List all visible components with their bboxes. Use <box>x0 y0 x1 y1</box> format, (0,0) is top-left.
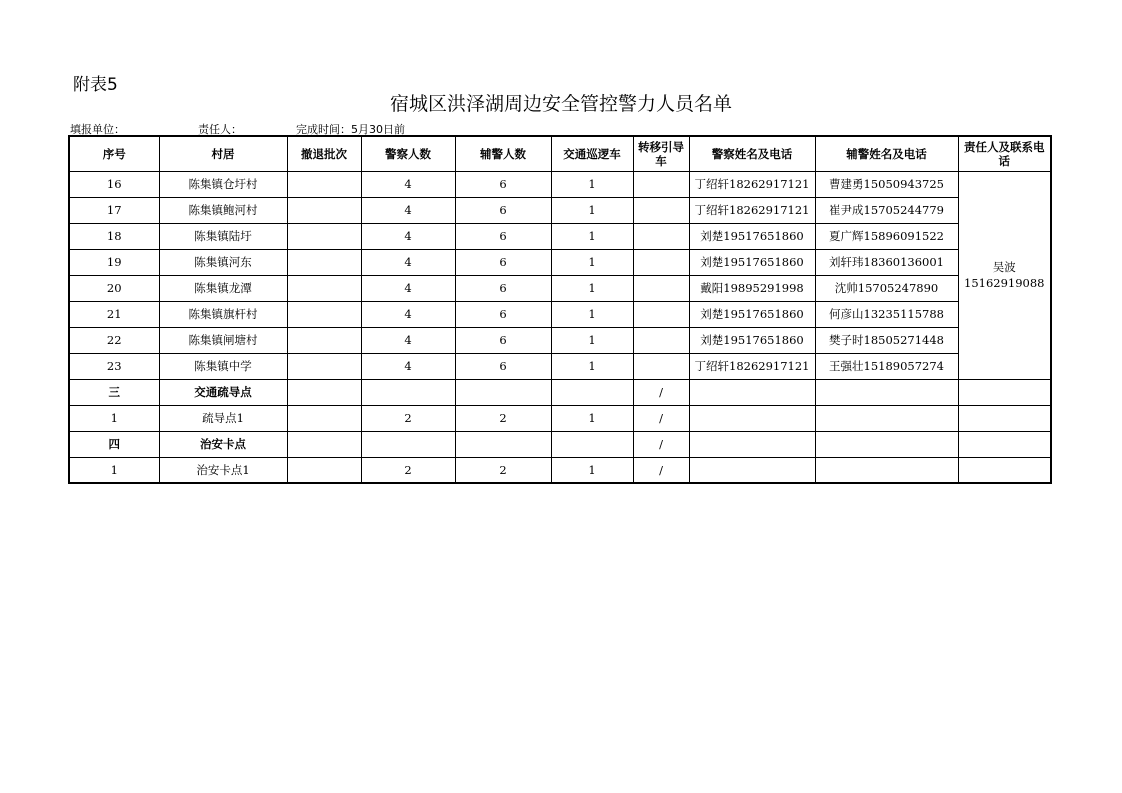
table-cell: 刘楚19517651860 <box>689 301 815 327</box>
table-cell: 陈集镇鲍河村 <box>159 197 287 223</box>
table-cell: 疏导点1 <box>159 405 287 431</box>
table-cell: 4 <box>361 353 455 379</box>
table-cell: / <box>633 431 689 457</box>
table-cell <box>958 431 1051 457</box>
table-cell: 23 <box>69 353 159 379</box>
table-cell <box>287 353 361 379</box>
table-cell: 2 <box>455 457 551 483</box>
table-cell <box>633 301 689 327</box>
table-cell: 6 <box>455 301 551 327</box>
table-cell <box>958 379 1051 405</box>
deadline-label: 完成时间：5月30日前 <box>296 123 405 136</box>
table-cell: 20 <box>69 275 159 301</box>
table-cell: 曹建勇15050943725 <box>815 171 958 197</box>
table-row <box>69 327 1051 353</box>
table-cell: 刘楚19517651860 <box>689 327 815 353</box>
header-cell: 警察人数 <box>361 136 455 171</box>
table-cell: 陈集镇河东 <box>159 249 287 275</box>
table-cell: 22 <box>69 327 159 353</box>
table-cell: 丁绍轩18262917121 <box>689 171 815 197</box>
table-row <box>69 249 1051 275</box>
personnel-table <box>68 135 1052 484</box>
table-cell: / <box>633 457 689 483</box>
table-cell: 樊子时18505271448 <box>815 327 958 353</box>
table-cell <box>287 379 361 405</box>
responsible-phone: 15162919088 <box>964 276 1045 290</box>
table-cell: 陈集镇仓圩村 <box>159 171 287 197</box>
table-cell: 沈帅15705247890 <box>815 275 958 301</box>
table-cell: 刘楚19517651860 <box>689 249 815 275</box>
table-cell: 16 <box>69 171 159 197</box>
table-cell: 治安卡点 <box>159 431 287 457</box>
table-cell <box>633 223 689 249</box>
table-row <box>69 457 1051 483</box>
table-cell <box>455 431 551 457</box>
table-row <box>69 197 1051 223</box>
table-cell: 2 <box>361 457 455 483</box>
header-cell: 警察姓名及电话 <box>689 136 815 171</box>
table-cell: 4 <box>361 301 455 327</box>
table-cell: / <box>633 379 689 405</box>
section-header-row <box>69 431 1051 457</box>
table-cell <box>455 379 551 405</box>
table-cell: 2 <box>455 405 551 431</box>
header-cell: 序号 <box>69 136 159 171</box>
table-row <box>69 275 1051 301</box>
table-cell <box>287 171 361 197</box>
table-cell: 何彦山13235115788 <box>815 301 958 327</box>
header-cell: 村居 <box>159 136 287 171</box>
page-title: 宿城区洪泽湖周边安全管控警力人员名单 <box>389 93 732 115</box>
annex-label: 附表5 <box>73 75 118 95</box>
table-cell: 1 <box>551 405 633 431</box>
table-cell: 17 <box>69 197 159 223</box>
table-cell: 6 <box>455 275 551 301</box>
table-cell <box>287 327 361 353</box>
responsible-contact-cell <box>958 171 1051 379</box>
table-cell <box>815 457 958 483</box>
table-cell: 4 <box>361 197 455 223</box>
table-cell <box>689 405 815 431</box>
table-cell <box>287 457 361 483</box>
table-cell: 陈集镇陆圩 <box>159 223 287 249</box>
table-cell: 1 <box>551 275 633 301</box>
table-cell <box>287 223 361 249</box>
table-cell: 1 <box>551 457 633 483</box>
table-cell: 戴阳19895291998 <box>689 275 815 301</box>
table-cell <box>633 327 689 353</box>
header-cell: 撤退批次 <box>287 136 361 171</box>
table-cell: 19 <box>69 249 159 275</box>
table-cell: 6 <box>455 171 551 197</box>
table-cell: 6 <box>455 353 551 379</box>
table-cell <box>958 405 1051 431</box>
table-cell <box>689 379 815 405</box>
table-cell <box>287 197 361 223</box>
table-cell <box>633 171 689 197</box>
table-cell: 交通疏导点 <box>159 379 287 405</box>
table-cell: 四 <box>69 431 159 457</box>
header-row <box>69 136 1051 171</box>
table-cell: 6 <box>455 223 551 249</box>
table-cell <box>815 405 958 431</box>
header-cell: 辅警人数 <box>455 136 551 171</box>
table-cell <box>287 249 361 275</box>
table-cell: 21 <box>69 301 159 327</box>
header-cell: 交通巡逻车 <box>551 136 633 171</box>
responsible-name: 吴波 <box>992 260 1016 274</box>
table-cell: 6 <box>455 327 551 353</box>
table-cell: 三 <box>69 379 159 405</box>
table-cell <box>287 431 361 457</box>
responsible-person-label: 责任人： <box>198 123 242 136</box>
table-cell: 18 <box>69 223 159 249</box>
table-row <box>69 223 1051 249</box>
header-cell: 责任人及联系电话 <box>958 136 1051 171</box>
table-cell: 1 <box>551 301 633 327</box>
table-cell: 1 <box>551 223 633 249</box>
table-cell: 丁绍轩18262917121 <box>689 197 815 223</box>
table-cell: 6 <box>455 249 551 275</box>
table-cell: 治安卡点1 <box>159 457 287 483</box>
table-cell: 1 <box>551 353 633 379</box>
table-cell: 1 <box>69 457 159 483</box>
table-cell: 6 <box>455 197 551 223</box>
table-cell <box>287 301 361 327</box>
table-cell: 陈集镇中学 <box>159 353 287 379</box>
table-cell <box>551 379 633 405</box>
table-cell: 陈集镇龙潭 <box>159 275 287 301</box>
table-row <box>69 171 1051 197</box>
table-cell: 陈集镇旗杆村 <box>159 301 287 327</box>
table-cell <box>689 431 815 457</box>
table-cell: 夏广辉15896091522 <box>815 223 958 249</box>
table-cell: 1 <box>551 171 633 197</box>
header-cell: 转移引导车 <box>633 136 689 171</box>
table-row <box>69 405 1051 431</box>
table-cell: 4 <box>361 249 455 275</box>
table-cell <box>815 431 958 457</box>
table-cell: 2 <box>361 405 455 431</box>
table-cell <box>815 379 958 405</box>
table-cell <box>958 457 1051 483</box>
table-cell <box>689 457 815 483</box>
table-cell <box>287 405 361 431</box>
table-cell <box>287 275 361 301</box>
table-cell: 1 <box>551 249 633 275</box>
table-cell <box>361 431 455 457</box>
table-cell <box>551 431 633 457</box>
header-cell: 辅警姓名及电话 <box>815 136 958 171</box>
table-cell: 4 <box>361 327 455 353</box>
table-cell <box>361 379 455 405</box>
table-cell: 1 <box>69 405 159 431</box>
table-row <box>69 353 1051 379</box>
table-cell: 刘轩玮18360136001 <box>815 249 958 275</box>
table-cell: 陈集镇闸塘村 <box>159 327 287 353</box>
table-cell: 1 <box>551 197 633 223</box>
table-cell: 4 <box>361 275 455 301</box>
section-header-row <box>69 379 1051 405</box>
table-cell: / <box>633 405 689 431</box>
table-cell <box>633 275 689 301</box>
table-cell <box>633 197 689 223</box>
table-cell: 崔尹成15705244779 <box>815 197 958 223</box>
table-cell: 4 <box>361 171 455 197</box>
table-cell: 王强壮15189057274 <box>815 353 958 379</box>
table-cell <box>633 353 689 379</box>
table-cell <box>633 249 689 275</box>
table-cell: 1 <box>551 327 633 353</box>
table-cell: 4 <box>361 223 455 249</box>
table-cell: 刘楚19517651860 <box>689 223 815 249</box>
table-row <box>69 301 1051 327</box>
table-cell: 丁绍轩18262917121 <box>689 353 815 379</box>
fill-unit-label: 填报单位： <box>70 123 125 136</box>
